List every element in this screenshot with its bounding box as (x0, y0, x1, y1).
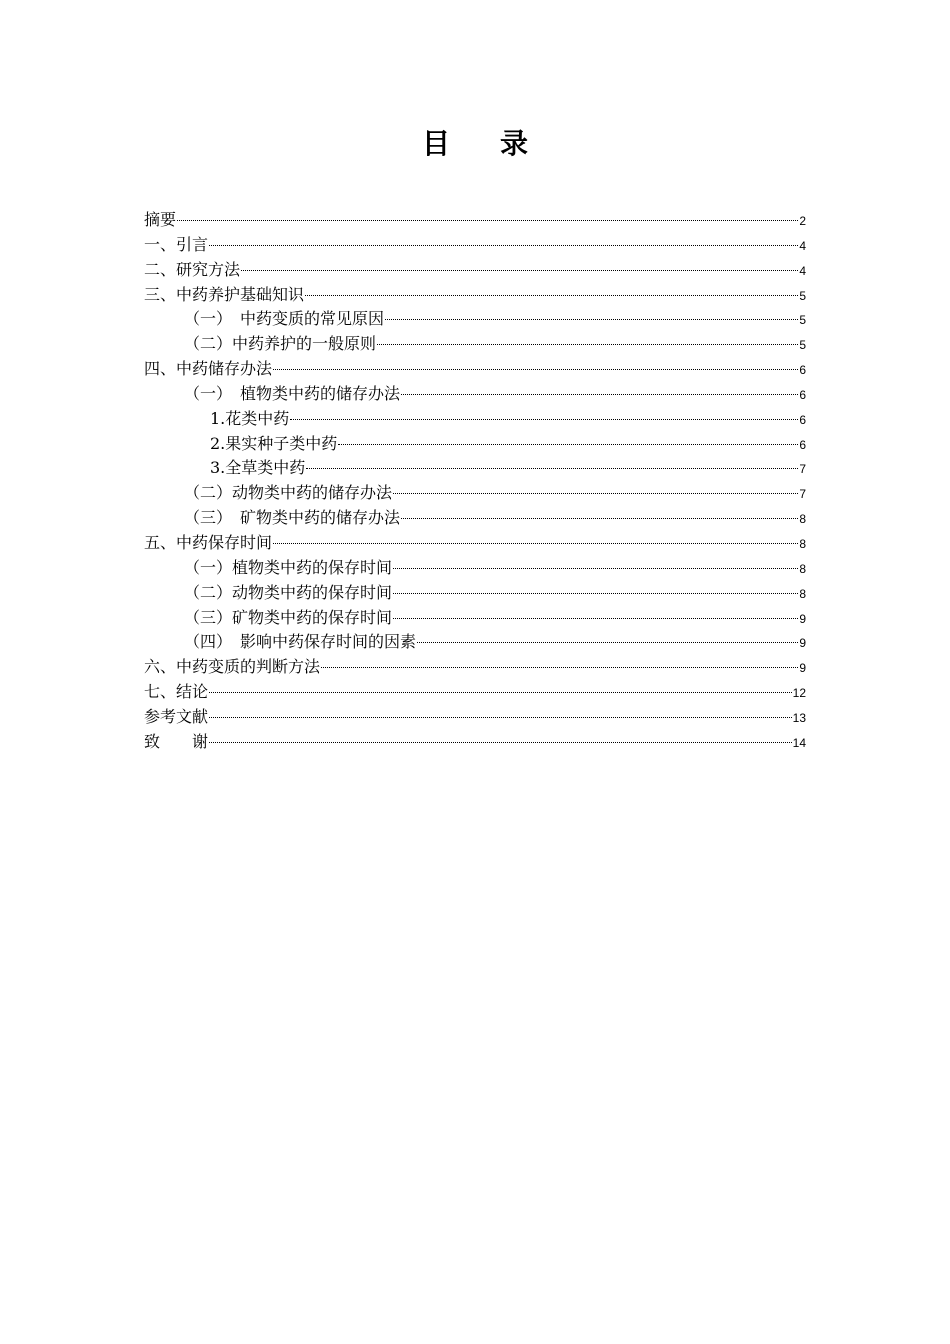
title-char-1: 目 (421, 127, 450, 160)
toc-page-number: 6 (799, 412, 806, 427)
toc-page-number: 8 (799, 536, 806, 551)
dot-leader (401, 394, 798, 395)
toc-entry-title: 三、中药养护基础知识 (144, 284, 305, 304)
toc-entry[interactable] (144, 233, 806, 258)
dot-leader (209, 717, 792, 718)
dot-leader (385, 319, 798, 320)
toc-entry[interactable] (144, 531, 806, 556)
toc-page-number: 5 (799, 313, 806, 328)
toc-entry[interactable] (144, 258, 806, 283)
dot-leader (321, 667, 798, 668)
dot-leader (241, 270, 798, 271)
toc-entry[interactable] (144, 382, 806, 407)
toc-entry-title: 致 谢 (144, 731, 209, 751)
toc-entry-title: 七、结论 (144, 682, 209, 702)
dot-leader (305, 295, 798, 296)
dot-leader (273, 369, 798, 370)
toc-entry-title: （四） 影响中药保存时间的因素 (184, 632, 417, 652)
toc-page-number: 6 (799, 437, 806, 452)
dot-leader (401, 518, 798, 519)
toc-entry-title: （一） 中药变质的常见原因 (184, 309, 385, 329)
toc-entry-title: （二）动物类中药的保存时间 (184, 582, 393, 602)
toc-entry-title: （二）中药养护的一般原则 (184, 334, 377, 354)
table-of-contents (144, 208, 806, 755)
toc-entry[interactable] (144, 481, 806, 506)
toc-page-number: 6 (799, 387, 806, 402)
toc-entry[interactable] (144, 432, 806, 457)
toc-entry-title: 五、中药保存时间 (144, 532, 273, 552)
dot-leader (393, 568, 798, 569)
dot-leader (209, 245, 798, 246)
toc-page-number: 8 (799, 512, 806, 527)
toc-entry-title: （二）动物类中药的储存办法 (184, 483, 393, 503)
toc-page-number: 9 (799, 636, 806, 651)
toc-entry-title: 参考文献 (144, 706, 209, 726)
toc-entry[interactable] (144, 655, 806, 680)
dot-leader (393, 618, 798, 619)
toc-page-number: 8 (799, 586, 806, 601)
toc-entry-title: （三） 矿物类中药的储存办法 (184, 508, 401, 528)
toc-page-number: 7 (799, 462, 806, 477)
toc-page-number: 7 (799, 487, 806, 502)
toc-entry[interactable] (144, 705, 806, 730)
toc-entry[interactable] (144, 730, 806, 755)
toc-page-number: 4 (799, 263, 806, 278)
toc-entry[interactable] (144, 556, 806, 581)
toc-page-number: 9 (799, 611, 806, 626)
toc-entry-title: 一、引言 (144, 234, 209, 254)
dot-leader (393, 593, 798, 594)
dot-leader (209, 742, 792, 743)
toc-entry-title: （一）植物类中药的保存时间 (184, 557, 393, 577)
page-title (0, 122, 950, 162)
dot-leader (393, 493, 798, 494)
toc-entry[interactable] (144, 456, 806, 481)
toc-page-number: 13 (792, 710, 806, 725)
dot-leader (177, 220, 798, 221)
toc-entry[interactable] (144, 208, 806, 233)
toc-entry-title: 摘要 (144, 210, 177, 229)
toc-page-number: 12 (792, 686, 806, 701)
toc-page-number: 2 (799, 214, 806, 228)
toc-entry[interactable] (144, 332, 806, 357)
toc-entry-title: （一） 植物类中药的储存办法 (184, 383, 401, 403)
toc-page-number: 4 (799, 238, 806, 253)
toc-entry[interactable] (144, 581, 806, 606)
toc-entry[interactable] (144, 680, 806, 705)
dot-leader (290, 419, 798, 420)
toc-page-number: 6 (799, 363, 806, 378)
dot-leader (338, 444, 798, 445)
dot-leader (209, 692, 792, 693)
toc-page-number: 5 (799, 338, 806, 353)
toc-entry-title: 四、中药储存办法 (144, 359, 273, 379)
toc-entry-title: 3.全草类中药 (210, 458, 306, 478)
toc-entry[interactable] (144, 606, 806, 631)
toc-entry[interactable] (144, 283, 806, 308)
toc-page-number: 14 (792, 735, 806, 750)
toc-page-number: 5 (799, 288, 806, 303)
dot-leader (377, 344, 798, 345)
toc-entry-title: （三）矿物类中药的保存时间 (184, 607, 393, 627)
dot-leader (273, 543, 798, 544)
toc-entry-title: 1.花类中药 (210, 408, 290, 428)
toc-entry[interactable] (144, 357, 806, 382)
toc-entry[interactable] (144, 506, 806, 531)
toc-page-number: 9 (799, 661, 806, 676)
toc-entry-title: 二、研究方法 (144, 259, 241, 279)
toc-entry[interactable] (144, 307, 806, 332)
toc-entry-title: 2.果实种子类中药 (210, 433, 338, 453)
toc-entry[interactable] (144, 630, 806, 655)
toc-page-number: 8 (799, 561, 806, 576)
dot-leader (306, 468, 798, 469)
dot-leader (417, 642, 798, 643)
title-char-2: 录 (500, 127, 529, 160)
toc-entry[interactable] (144, 407, 806, 432)
toc-entry-title: 六、中药变质的判断方法 (144, 657, 321, 677)
